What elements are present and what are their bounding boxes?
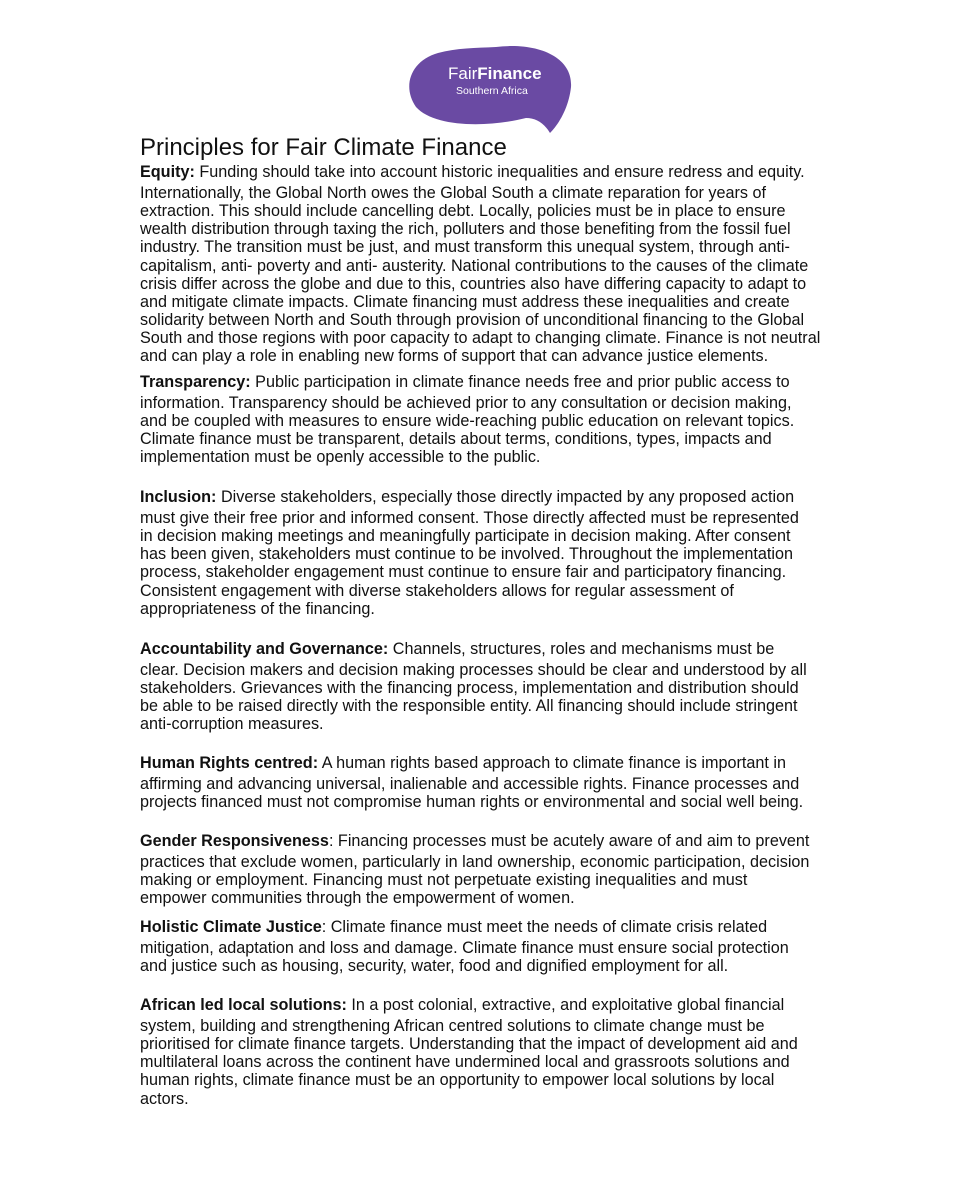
principle-heading: Equity: [140, 163, 195, 181]
principle-text: A human rights based approach to climate finance is important in [321, 754, 787, 772]
principle-african-led-solutions [140, 993, 840, 1108]
principle-line: Consistent engagement with diverse stakeholders allows for regular assessment of [140, 581, 734, 600]
principle-line: anti-corruption measures. [140, 715, 324, 734]
principle-text: In a post colonial, extractive, and exploitative global financial [351, 996, 785, 1014]
principle-line: information. Transparency should be achieved prior to any consultation or decision making, [140, 394, 792, 412]
principle-first-line [140, 993, 840, 1017]
principle-line: be able to be raised directly with the responsible entity. All financing should include stringent [140, 697, 798, 716]
logo-tagline: Southern Africa [456, 85, 528, 97]
principle-inclusion [140, 485, 840, 618]
principle-text: Public participation in climate finance needs free and prior public access to [255, 373, 790, 391]
principle-line: actors. [140, 1089, 189, 1108]
principle-transparency [140, 370, 840, 467]
principle-line: industry. The transition must be just, and must transform this unequal system, through anti- [140, 238, 790, 257]
principle-equity [140, 160, 840, 366]
principle-line: practices that exclude women, particularly in land ownership, economic participation, decision [140, 853, 810, 871]
principle-line: wealth distribution through taxing the rich, polluters and those benefiting from the fossil fuel [140, 220, 791, 239]
page-title: Principles for Fair Climate Finance [140, 134, 507, 161]
principle-line: and justice such as housing, security, water, food and dignified employment for all. [140, 957, 729, 976]
principle-text: Diverse stakeholders, especially those directly impacted by any proposed action [220, 488, 795, 506]
principle-line: system, building and strengthening African centred solutions to climate change must be [140, 1017, 765, 1035]
principle-line: solidarity between North and South through provision of unconditional financing to the Global [140, 311, 805, 330]
principle-line: prioritised for climate finance targets. Understanding that the impact of development aid and [140, 1035, 798, 1054]
principle-line: must give their free prior and informed consent. Those directly affected must be represented [140, 509, 799, 527]
principle-line: projects financed must not compromise human rights or environmental and social well being. [140, 793, 804, 812]
principle-heading: Transparency: [140, 373, 251, 391]
principle-line: clear. Decision makers and decision making processes should be clear and understood by all [140, 661, 807, 679]
speech-bubble-logo-icon [408, 43, 576, 135]
logo-brand-text: FairFinance [448, 64, 542, 83]
principle-first-line [140, 829, 840, 853]
principle-heading: Inclusion: [140, 488, 217, 506]
principle-heading: Human Rights centred: [140, 754, 319, 772]
principle-line: human rights, climate finance must be an opportunity to empower local solutions by local [140, 1071, 775, 1090]
principle-human-rights [140, 751, 840, 811]
principle-holistic-climate-justice [140, 915, 840, 975]
principle-first-line [140, 485, 840, 509]
principle-first-line [140, 915, 840, 939]
principle-line: mitigation, adaptation and loss and damage. Climate finance must ensure social protection [140, 939, 789, 957]
principle-heading: Holistic Climate Justice [140, 918, 322, 936]
principle-first-line [140, 751, 840, 775]
principle-text: : Financing processes must be acutely aware of and aim to prevent [328, 832, 810, 850]
principle-accountability [140, 637, 840, 734]
principle-line: appropriateness of the financing. [140, 599, 375, 618]
principle-line: crisis differ across the globe and due to this, countries also have differing capacity to adapt to [140, 274, 807, 293]
principle-line: empower communities through the empowerment of women. [140, 889, 575, 908]
principle-line: and can play a role in enabling new forms of support that can advance justice elements. [140, 347, 769, 366]
principle-line: and mitigate climate impacts. Climate financing must address these inequalities and create [140, 292, 790, 311]
principle-text: Channels, structures, roles and mechanisms must be [392, 640, 775, 658]
principle-heading: African led local solutions: [140, 996, 347, 1014]
principle-first-line [140, 160, 840, 184]
principle-line: implementation must be openly accessible to the public. [140, 448, 541, 467]
principle-line: affirming and advancing universal, inalienable and accessible rights. Finance processes and [140, 775, 800, 793]
principle-line: South and those regions with poor capacity to adapt to changing climate. Finance is not neutral [140, 329, 821, 348]
principle-line: making or employment. Financing must not perpetuate existing inequalities and must [140, 871, 748, 890]
principle-gender [140, 829, 840, 907]
principle-heading: Gender Responsiveness [140, 832, 329, 850]
principle-line: multilateral loans across the continent have undermined local and grassroots solutions and [140, 1053, 790, 1072]
principle-line: extraction. This should include cancelling debt. Locally, policies must be in place to ensure [140, 202, 786, 221]
principle-line: in decision making meetings and meaningfully participate in decision making. After consent [140, 527, 791, 546]
fairfinance-logo [408, 43, 576, 135]
principle-heading: Accountability and Governance: [140, 640, 389, 658]
principle-first-line [140, 370, 840, 394]
principle-line: Climate finance must be transparent, details about terms, conditions, types, impacts and [140, 430, 772, 449]
principle-line: has been given, stakeholders must continue to be involved. Throughout the implementation [140, 545, 794, 564]
principle-text: : Climate finance must meet the needs of climate crisis related [321, 918, 768, 936]
principle-first-line [140, 637, 840, 661]
principle-line: Internationally, the Global North owes the Global South a climate reparation for years of [140, 184, 766, 202]
principle-line: process, stakeholder engagement must continue to ensure fair and participatory financing. [140, 563, 787, 582]
principle-line: and be coupled with measures to ensure wide-reaching public education on relevant topics. [140, 412, 795, 431]
principle-line: capitalism, anti- poverty and anti- austerity. National contributions to the causes of the climate [140, 256, 809, 275]
principle-text: Funding should take into account historic inequalities and ensure redress and equity. [199, 163, 805, 181]
principle-line: stakeholders. Grievances with the financing process, implementation and distribution should [140, 679, 799, 698]
